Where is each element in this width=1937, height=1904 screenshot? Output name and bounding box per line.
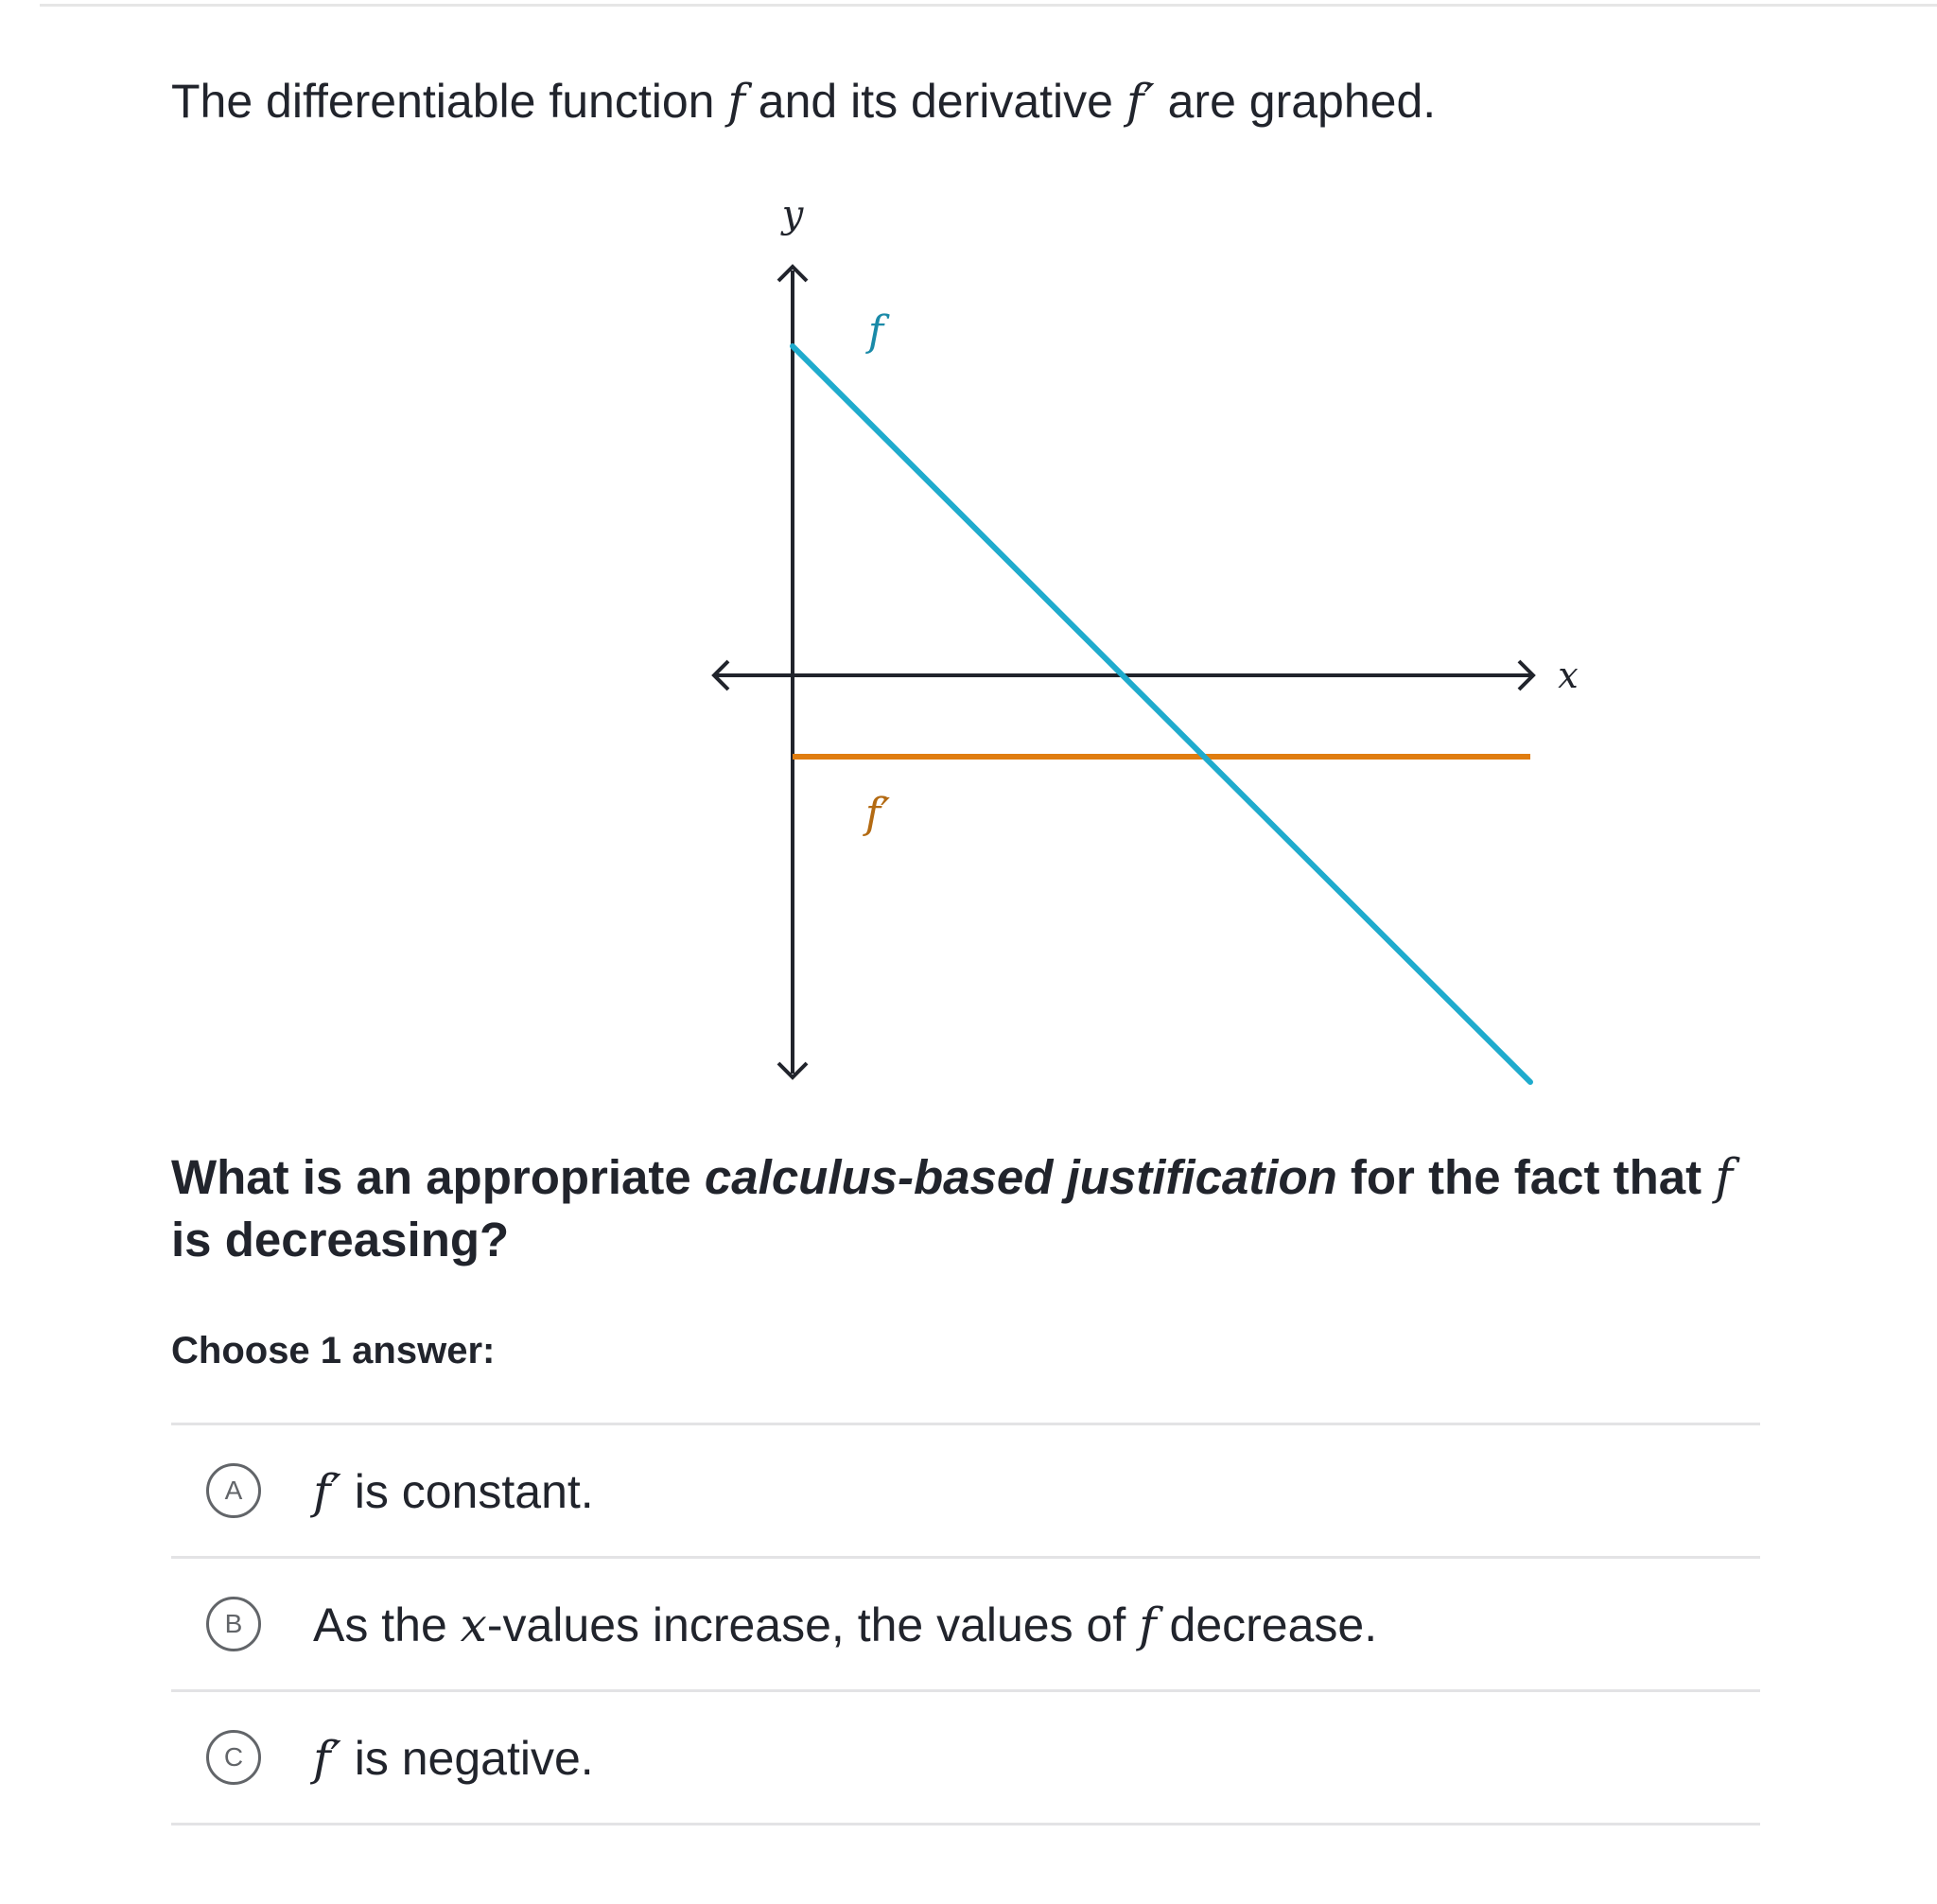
intro-text-1: The differentiable function xyxy=(171,75,728,128)
top-divider xyxy=(40,4,1937,7)
function-graph xyxy=(531,180,1590,1116)
choice-a[interactable] xyxy=(171,1425,1760,1559)
f-curve-label: f xyxy=(867,307,884,356)
choice-c-text xyxy=(313,1725,594,1791)
x-axis-label: x xyxy=(1558,655,1579,696)
question-emphasis: calculus-based justification xyxy=(704,1150,1337,1204)
question-text-1: What is an appropriate xyxy=(171,1150,705,1204)
fprime-curve-label: f′ xyxy=(864,790,891,838)
question-text-2: for the fact that xyxy=(1336,1150,1716,1204)
question-text-3: is decreasing? xyxy=(171,1213,510,1266)
choice-a-math: f′ xyxy=(313,1464,341,1519)
y-axis-label: y xyxy=(781,193,804,236)
intro-math-fprime: f′ xyxy=(1126,74,1155,129)
choice-a-text xyxy=(313,1459,594,1525)
choice-c[interactable] xyxy=(171,1692,1760,1825)
choice-c-radio[interactable]: C xyxy=(206,1730,261,1785)
graph-svg xyxy=(531,180,1590,1116)
problem-intro xyxy=(171,68,1436,134)
intro-text-3: are graphed. xyxy=(1154,75,1437,128)
choice-a-label: is constant. xyxy=(340,1465,594,1518)
answer-choices xyxy=(171,1423,1760,1825)
choice-b-math-x: x xyxy=(460,1598,487,1652)
question-prompt xyxy=(171,1146,1760,1270)
intro-text-2: and its derivative xyxy=(744,75,1126,128)
choice-b-label-2: -values increase, the values of xyxy=(486,1598,1140,1651)
intro-math-f: f xyxy=(727,74,745,129)
choice-c-math: f′ xyxy=(313,1731,341,1786)
choice-c-label: is negative. xyxy=(340,1732,594,1785)
choice-b-label-3: decrease. xyxy=(1156,1598,1378,1651)
choose-answer-label: Choose 1 answer: xyxy=(171,1330,496,1371)
choice-b-radio[interactable]: B xyxy=(206,1597,261,1651)
question-math-f: f xyxy=(1715,1150,1734,1206)
f-line xyxy=(793,346,1530,1082)
choice-a-radio[interactable]: A xyxy=(206,1463,261,1518)
choice-b-math-f: f xyxy=(1139,1598,1157,1652)
choice-b-label-1: As the xyxy=(313,1598,461,1651)
choice-b[interactable] xyxy=(171,1559,1760,1692)
choice-b-text xyxy=(313,1592,1377,1658)
